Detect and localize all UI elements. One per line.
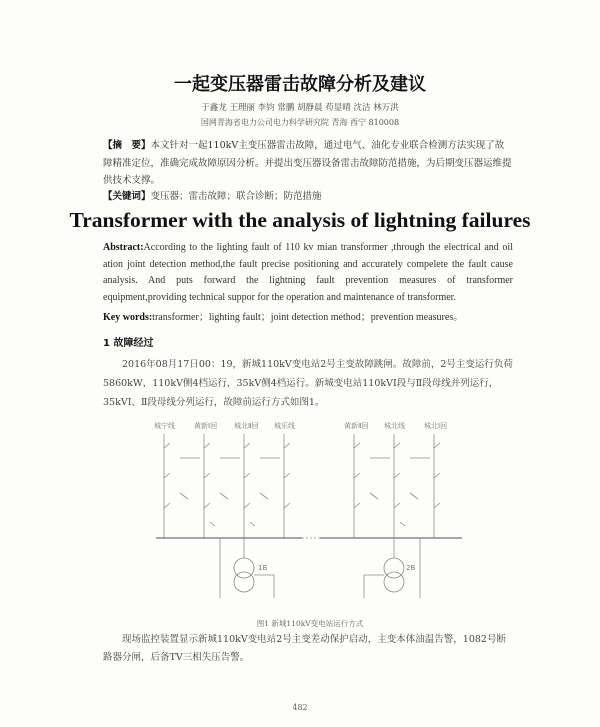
keywords-english <box>103 308 523 323</box>
section-heading: 1 故障经过 <box>103 338 154 349</box>
feeder-label-left-1: 城宁线 <box>154 422 175 430</box>
abstract-chinese-label: 【摘 要】 <box>103 140 151 151</box>
transformer-1-label: 1B <box>258 564 268 572</box>
transformer-2-label: 2B <box>406 564 416 572</box>
abstract-chinese <box>103 137 513 190</box>
body-paragraph-2: 现场监控装置显示新城110kV变电站2号主变差动保护启动，主变本体油温告警，1082号断路器分闸，后备TV三相失压告警。 <box>103 634 506 663</box>
feeder-label-right-1: 黄新Ⅱ回 <box>344 422 369 430</box>
transformer-2 <box>364 538 420 598</box>
figure-caption: 图1 新城110kV变电站运行方式 <box>256 619 364 628</box>
feeder-lines <box>164 434 440 538</box>
keywords-english-label: Key words: <box>103 312 153 323</box>
feeder-label-right-2: 城北线 <box>384 422 405 430</box>
paper-title-english: Transformer with the analysis of lightning failures <box>69 208 531 232</box>
abstract-english-label: Abstract: <box>103 242 144 253</box>
feeder-label-left-2: 黄新Ⅰ回 <box>194 422 218 430</box>
body-paragraph-1: 2016年08月17日00：19，新城110kV变电站2号主变故障跳闸。故障前，2号主变运行负荷5860kW，110kV侧4档运行，35kV侧4档运行。新城变电站110kVⅠ段与Ⅱ段母线并列运行，35kVⅠ、Ⅱ段母线分列运行，故障前运行方式如图1。 <box>103 359 513 408</box>
author-list: 于鑫龙 王理丽 李钧 常鹏 胡静晨 苟显晴 沈洁 林万洪 <box>201 103 399 113</box>
paper-title-chinese: 一起变压器雷击故障分析及建议 <box>174 74 426 95</box>
affiliation: 国网青海省电力公司电力科学研究院 青海 西宁 810008 <box>200 118 400 127</box>
keywords-chinese <box>103 188 513 202</box>
feeder-label-left-3: 城北Ⅱ回 <box>234 422 259 430</box>
substation-wiring-diagram <box>150 418 470 614</box>
abstract-english <box>103 240 513 306</box>
keywords-chinese-text: 变压器；雷击故障；联合诊断；防范措施 <box>150 191 322 202</box>
feeder-label-right-3: 城北Ⅰ回 <box>424 422 448 430</box>
page-number: 482 <box>292 703 308 712</box>
feeder-label-left-4: 城乐线 <box>274 422 295 430</box>
abstract-english-text: According to the lighting fault of 110 kv mian transformer ,through the electrical and oil ation joint detection method,the fault precise positioning and accurately compelete the fault cause analysis. And puts forward the lightning fault prevention measures of transformer equipment,providing technical suppor for the operation and maintenance of transformer. <box>103 242 513 303</box>
keywords-chinese-label: 【关键词】 <box>103 191 151 202</box>
transformer-1 <box>220 538 274 598</box>
keywords-english-text: transformer；lighting fault；joint detection method；prevention measures。 <box>152 312 464 323</box>
abstract-chinese-text: 本文针对一起110kV主变压器雷击故障，通过电气、油化专业联合检测方法实现了故障精准定位，准确完成故障原因分析。并提出变压器设备雷击故障防范措施，为后期变压器运维提供技术支撑。 <box>103 140 512 186</box>
